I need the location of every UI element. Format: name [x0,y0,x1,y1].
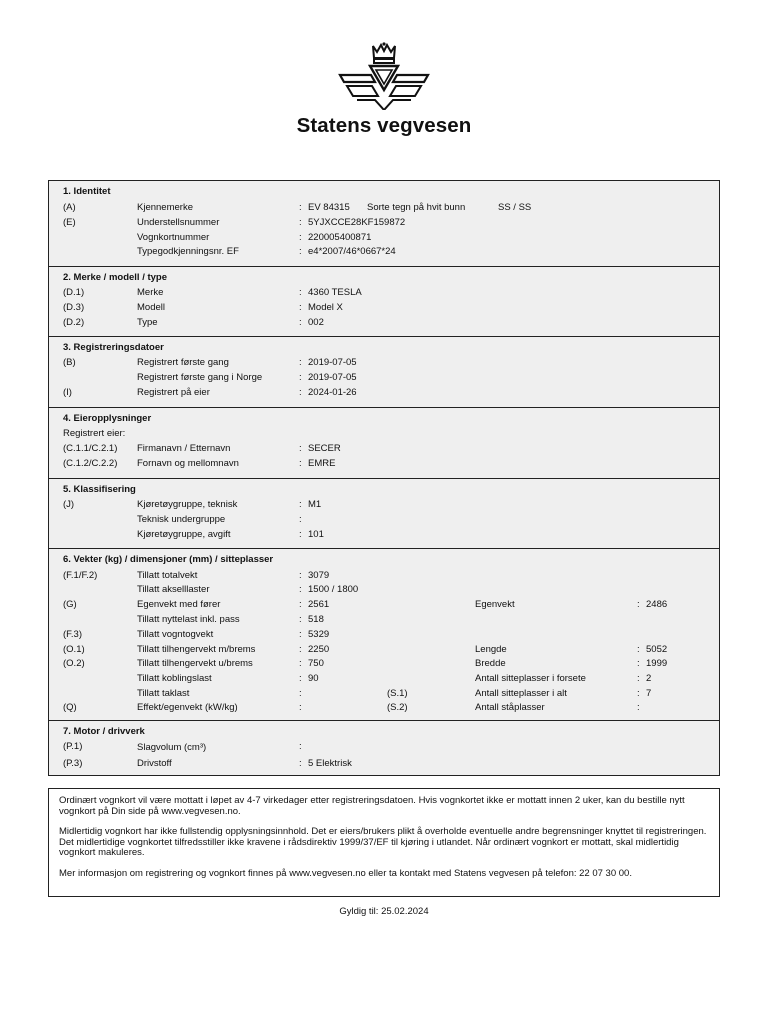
field-value-right: 5052 [646,644,668,655]
section-registration-dates [49,336,719,408]
field-label: Tillatt taklast [137,688,190,699]
field-code: (B) [63,357,76,368]
field-value: 002 [308,317,324,328]
field-code: (D.2) [63,317,85,328]
field-colon: : [299,317,302,328]
row-registered-owner-heading [49,427,719,441]
row-first-name [49,457,719,471]
row-registered-owner-date [49,386,719,400]
field-label: Fornavn og mellomnavn [137,458,239,469]
field-label: Registrert første gang [137,357,229,368]
row-payload [49,613,719,627]
field-label: Tillatt koblingslast [137,673,212,684]
field-value: 5YJXCCE28KF159872 [308,217,406,228]
field-label: Egenvekt med fører [137,599,221,610]
section-identity [49,181,719,266]
field-value-right: 7 [646,688,652,699]
field-label: Registrert første gang i Norge [137,372,263,383]
field-code: (E) [63,217,76,228]
field-code: (G) [63,599,77,610]
field-code: (D.3) [63,302,85,313]
row-model [49,301,719,315]
row-vehicle-group-technical [49,498,719,512]
field-colon-right: : [637,702,640,713]
field-colon: : [299,658,302,669]
field-colon: : [299,217,302,228]
field-value-right: 2 [646,673,652,684]
row-first-registered-norway [49,371,719,385]
row-coupling-load [49,672,719,686]
field-code: (F.1/F.2) [63,570,98,581]
field-label-right: Bredde [475,658,506,669]
field-label: Modell [137,302,165,313]
field-colon-right: : [637,673,640,684]
field-colon-right: : [637,688,640,699]
field-code: (C.1.2/C.2.2) [63,458,118,469]
field-colon: : [299,758,302,769]
field-value: 5 Elektrisk [308,758,352,769]
field-colon: : [299,599,302,610]
field-value: 90 [308,673,319,684]
field-code: (O.1) [63,644,85,655]
field-value-right: 2486 [646,599,668,610]
field-colon: : [299,688,302,699]
info-paragraph: Midlertidig vognkort har ikke fullstendig opplysningsinnhold. Det er eiers/brukers plikt å overholde eventuelle andre begrensninger knyttet til registreringen. Det midlertidige vognkortet tilfredsstiller ikke kravene i rådsdirektiv 1999/37/EF til kjøring i utlandet. Når ordinært vognkort er mottatt, skal midlertidig vognkort makuleres. [59,826,707,858]
field-colon: : [299,570,302,581]
field-label: Kjøretøygruppe, avgift [137,529,231,540]
field-label: Typegodkjenningsnr. EF [137,246,239,257]
field-value: Model X [308,302,343,313]
row-vin [49,216,719,230]
field-label: Merke [137,287,164,298]
field-label-right: Lengde [475,644,507,655]
field-label: Tillatt totalvekt [137,570,198,581]
field-value-right: 1999 [646,658,668,669]
section-classification [49,478,719,549]
field-label: Type [137,317,158,328]
field-code: (J) [63,499,75,510]
field-code: (D.1) [63,287,85,298]
field-value: 2019-07-05 [308,372,357,383]
field-label: Vognkortnummer [137,232,210,243]
field-value: 2561 [308,599,330,610]
field-value: 2024-01-26 [308,387,357,398]
field-colon: : [299,741,302,752]
field-label: Tillatt tilhengervekt m/brems [137,644,256,655]
field-colon: : [299,514,302,525]
field-colon: : [299,702,302,713]
field-colon: : [299,202,302,213]
field-colon: : [299,673,302,684]
field-colon: : [299,246,302,257]
owner-subtitle: Registrert eier: [63,428,126,439]
field-colon: : [299,644,302,655]
row-displacement [49,740,719,754]
field-code: (C.1.1/C.2.1) [63,443,118,454]
field-label-right: Antall ståplasser [475,702,545,713]
field-colon: : [299,287,302,298]
section-make-model [49,266,719,337]
field-colon: : [299,302,302,313]
section-title: 3. Registreringsdatoer [63,342,164,353]
field-colon: : [299,584,302,595]
row-trailer-unbraked [49,657,719,671]
field-colon-right: : [637,658,640,669]
field-colon: : [299,529,302,540]
field-value: 750 [308,658,324,669]
section-title: 2. Merke / modell / type [63,272,168,283]
field-value: EV 84315 [308,202,350,213]
section-engine [49,720,719,777]
field-value: M1 [308,499,322,510]
field-value: 2250 [308,644,330,655]
field-value: 1500 / 1800 [308,584,359,595]
section-weights-dimensions [49,548,719,721]
field-label: Slagvolum (cm³) [137,742,207,753]
section-title: 4. Eieropplysninger [63,413,152,424]
field-label: Tillatt akselllaster [137,584,210,595]
field-colon: : [299,458,302,469]
row-train-weight [49,628,719,642]
field-value: 5329 [308,629,330,640]
registration-table [48,180,720,776]
section-owner-info [49,407,719,479]
field-label-right: Egenvekt [475,599,515,610]
row-total-weight [49,569,719,583]
field-code: (A) [63,202,76,213]
field-code: (F.3) [63,629,82,640]
crown-emblem-icon [337,42,431,110]
field-value: SECER [308,443,341,454]
field-code: (I) [63,387,72,398]
field-value: 220005400871 [308,232,372,243]
row-power-weight [49,701,719,715]
field-label-right: Antall sitteplasser i forsete [475,673,586,684]
row-card-number [49,231,719,245]
field-colon: : [299,372,302,383]
field-value: 4360 TESLA [308,287,362,298]
field-colon: : [299,443,302,454]
field-code: (P.3) [63,758,83,769]
field-colon: : [299,629,302,640]
row-company-surname [49,442,719,456]
section-title: 6. Vekter (kg) / dimensjoner (mm) / sitteplasser [63,554,274,565]
field-value: EMRE [308,458,336,469]
field-label: Effekt/egenvekt (kW/kg) [137,702,238,713]
field-code: (Q) [63,702,77,713]
field-value: 518 [308,614,324,625]
field-value: 101 [308,529,324,540]
field-code-right: (S.2) [387,702,408,713]
field-code: (O.2) [63,658,85,669]
section-title: 5. Klassifisering [63,484,136,495]
field-label-right: Antall sitteplasser i alt [475,688,567,699]
info-box [48,788,720,897]
row-technical-subgroup [49,513,719,527]
field-plate-color: Sorte tegn på hvit bunn [367,202,466,213]
field-code: (P.1) [63,741,83,752]
row-vehicle-group-tax [49,528,719,542]
field-value: 3079 [308,570,330,581]
row-curb-weight-driver [49,598,719,612]
field-value: 2019-07-05 [308,357,357,368]
field-label: Kjøretøygruppe, teknisk [137,499,238,510]
field-label: Teknisk undergruppe [137,514,226,525]
row-type [49,316,719,330]
field-label: Tillatt tilhengervekt u/brems [137,658,253,669]
field-label: Firmanavn / Etternavn [137,443,231,454]
field-colon: : [299,499,302,510]
field-label: Tillatt nyttelast inkl. pass [137,614,240,625]
row-axle-loads [49,583,719,597]
info-paragraph: Mer informasjon om registrering og vognkort finnes på www.vegvesen.no eller ta kontakt med Statens vegvesen på telefon: 22 07 30 00. [59,867,632,879]
row-registration-mark [49,201,719,215]
field-colon-right: : [637,599,640,610]
valid-until: Gyldig til: 25.02.2024 [339,906,429,917]
info-paragraph: Ordinært vognkort vil være mottatt i løpet av 4-7 virkedager etter registreringsdatoen. Hvis vognkortet ikke er mottatt innen 2 uker, kan du bestille nytt vognkort på Din side på www.vegvesen.no. [59,795,685,817]
field-plate-code: SS / SS [498,202,532,213]
row-roof-load [49,687,719,701]
row-make [49,286,719,300]
field-label: Understellsnummer [137,217,220,228]
row-first-registered [49,356,719,370]
row-type-approval [49,245,719,259]
field-label: Kjennemerke [137,202,193,213]
field-colon-right: : [637,644,640,655]
field-label: Tillatt vogntogvekt [137,629,214,640]
agency-name: Statens vegvesen [296,114,472,137]
field-value: e4*2007/46*0667*24 [308,246,396,257]
field-label: Registrert på eier [137,387,210,398]
section-title: 1. Identitet [63,186,111,197]
row-trailer-braked [49,643,719,657]
field-colon: : [299,614,302,625]
field-label: Drivstoff [137,758,172,769]
row-fuel [49,757,719,771]
field-code-right: (S.1) [387,688,408,699]
section-title: 7. Motor / drivverk [63,726,145,737]
field-colon: : [299,357,302,368]
field-colon: : [299,387,302,398]
field-colon: : [299,232,302,243]
